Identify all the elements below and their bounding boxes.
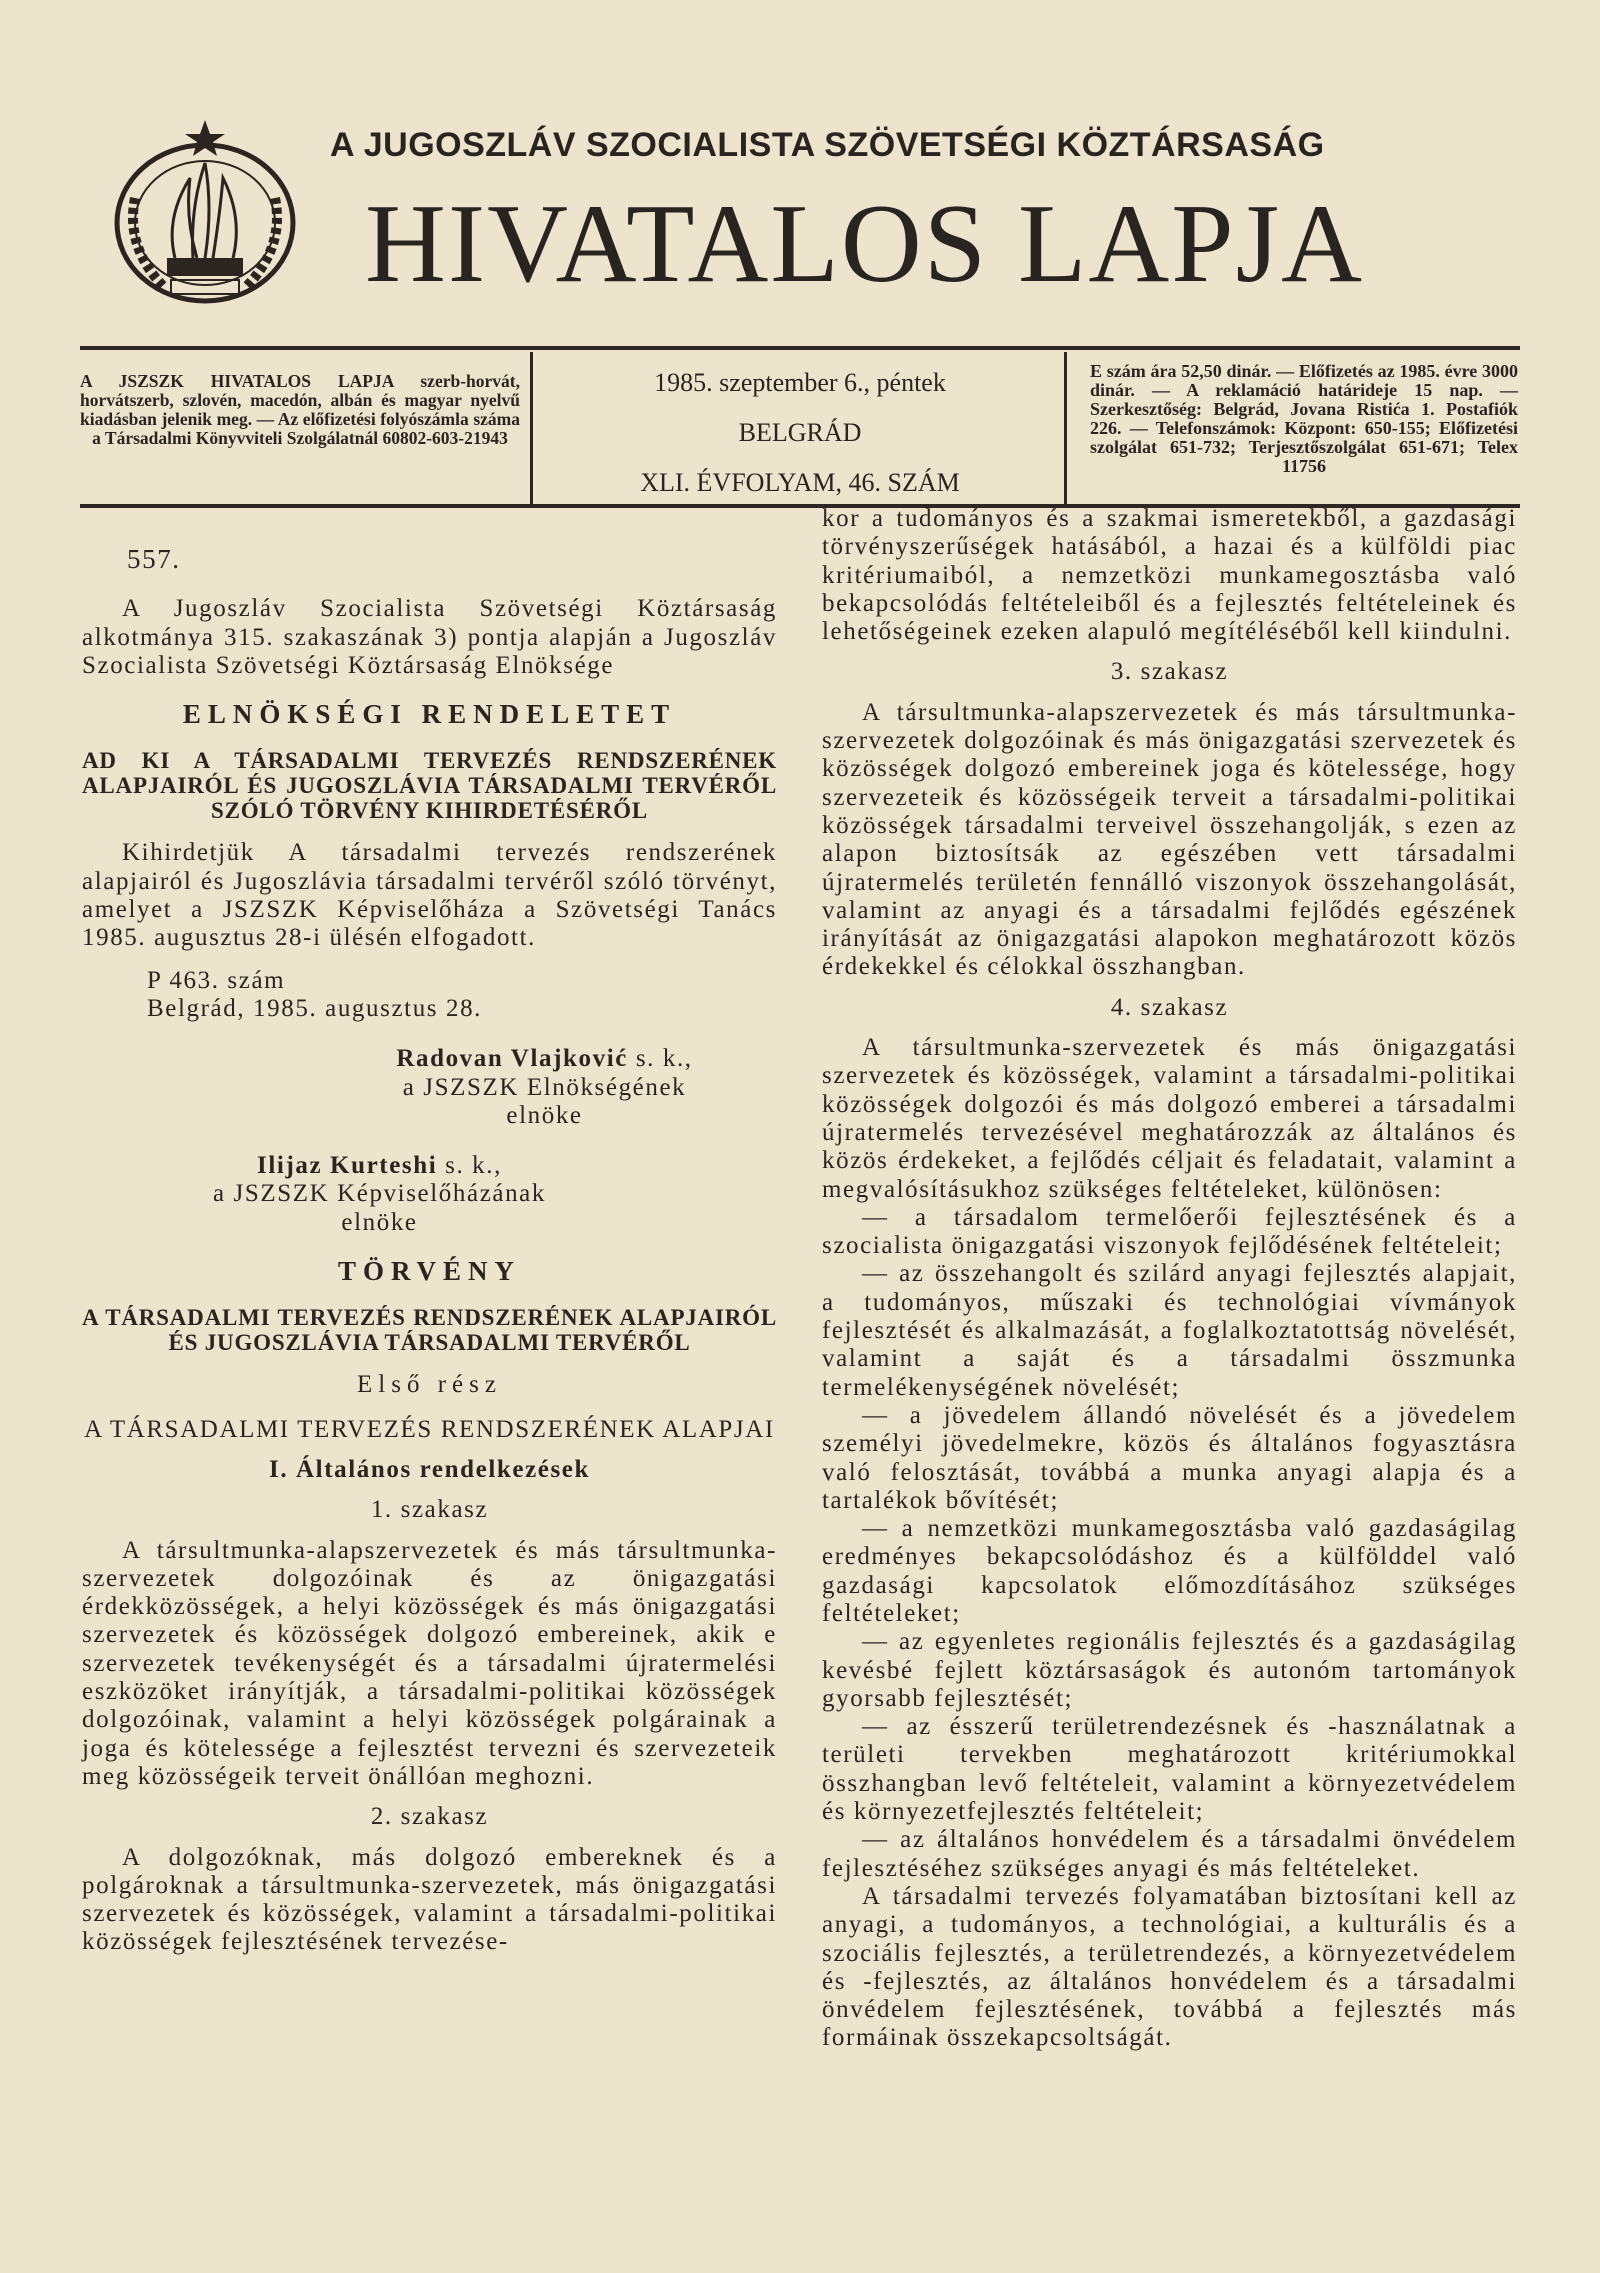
info-divider — [1064, 352, 1067, 504]
issue-number: XLI. ÉVFOLYAM, 46. SZÁM — [640, 468, 960, 497]
paragraph: A társultmunka-alapszervezetek és más társultmunka-szervezetek dolgozóinak és más önigazgatási szervezetek és közösségek dolgozó embereinek joga és kötelessége, hogy szervezeteik és közösségeik terveit a társadalmi-politikai közösségek társadalmi terveivel összehangolják, s ezen az alapon biztosítsák az egészében vett társadalmi újratermelés területén fennálló viszonyok összehangolását, valamint az anyagi és a társadalmi fejlődés egészének irányítását az önigazgatási alapokon meghatározott közös érdekekkel és célokkal összhangban. — [822, 698, 1517, 981]
signatory-role: a JSZSZK Elnökségének — [402, 1073, 687, 1101]
signatory-suffix: s. k., — [627, 1045, 693, 1073]
signature-block — [162, 1152, 597, 1237]
section-heading: TÖRVÉNY — [337, 1256, 522, 1287]
paragraph: — a társadalom termelőerői fejlesztésének és a szocialista önigazgatási viszonyok fejlődésének feltételeit; — [822, 1203, 1517, 1260]
signatory-name — [162, 1152, 597, 1180]
chapter-heading: I. Általános rendelkezések — [269, 1455, 590, 1483]
decree-number: 557. — [127, 544, 181, 574]
signatory-title: elnöke — [341, 1208, 418, 1236]
paragraph: — a nemzetközi munkamegosztásba való gazdaságilag eredményes bekapcsolódáshoz és a külfölddel való gazdasági kapcsolatok előmozdításához szükséges feltételeket; — [822, 1515, 1517, 1627]
law-title: AD KI A TÁRSADALMI TERVEZÉS RENDSZERÉNEK ALAPJAIRÓL ÉS JUGOSZLÁVIA TÁRSADALMI TERVÉRŐL SZÓLÓ TÖRVÉNY KIHIRDETÉSÉRŐL — [82, 748, 777, 824]
paragraph: — az egyenletes regionális fejlesztés és a gazdaságilag kevésbé fejlett köztársaságok és autonóm tartományok gyorsabb fejlesztését; — [822, 1628, 1517, 1712]
masthead-title: HIVATALOS LAPJA — [365, 182, 1365, 306]
paragraph: Kihirdetjük A társadalmi tervezés rendszerének alapjairól és Jugoszlávia társadalmi tervéről szóló törvényt, amelyet a JSZSZK Képviselőháza a Szövetségi Tanács 1985. augusztus 28-i ülésén elfogadott. — [82, 839, 777, 952]
part-heading: Első rész — [357, 1371, 502, 1399]
info-divider — [530, 352, 533, 504]
paragraph: — az ésszerű területrendezésnek és -használatnak a területi tervekben meghatározott kritériumokkal összhangban levő feltételeit, valamint a környezetvédelem és környezetfejlesztés feltételeit; — [822, 1713, 1517, 1826]
left-column — [82, 545, 777, 1957]
reference-line: Belgrád, 1985. augusztus 28. — [147, 994, 483, 1022]
article-heading: 1. szakasz — [370, 1496, 489, 1524]
issue-date: 1985. szeptember 6., péntek — [654, 368, 946, 397]
publication-info: A JSZSZK HIVATALOS LAPJA szerb-horvát, horvátszerb, szlovén, macedón, albán és magyar nyelvű kiadásban jelenik meg. — Az előfizetési folyószámla száma a Társadalmi Könyvviteli Szolgálatnál 60802-603-21943 — [80, 371, 520, 448]
paragraph: A Jugoszláv Szocialista Szövetségi Köztársaság alkotmánya 315. szakaszának 3) pontja alapján a Jugoszláv Szocialista Szövetségi Köztársaság Elnöksége — [82, 595, 777, 679]
paragraph: — a jövedelem állandó növelését és a jövedelem személyi jövedelmekre, közös és általános fogyasztásra való felosztását, továbbá a munka anyagi alapja és a tartalékok bővítését; — [822, 1401, 1517, 1514]
signatory-title: elnöke — [506, 1101, 583, 1129]
header-rule-top — [80, 346, 1520, 350]
masthead-kicker: A JUGOSZLÁV SZOCIALISTA SZÖVETSÉGI KÖZTÁRSASÁG — [330, 126, 1325, 164]
paragraph: A társultmunka-alapszervezetek és más társultmunka-szervezetek dolgozóinak és az önigazgatási érdekközösségek, a helyi közösségek és más önigazgatási szervezetek és közösségek dolgozó embereinek, akik e szervezetek tevékenységét és a társadalmi újratermelési eszközöket irányítják, a társadalmi-politikai közösségek dolgozóinak, valamint a helyi közösségek polgárainak a joga és kötelessége a fejlesztést tervezni és szervezeteik meg közösségeik terveit önállóan meghozni. — [82, 1536, 777, 1790]
article-heading: 2. szakasz — [370, 1803, 489, 1831]
paragraph: — az összehangolt és szilárd anyagi fejlesztés alapjait, a tudományos, műszaki és technológiai vívmányok fejlesztését és alkalmazását, a foglalkoztatottság növelését, valamint a saját és a társadalmi összmunka termelékenységének növelését; — [822, 1260, 1517, 1401]
signature-block — [312, 1045, 777, 1130]
law-title: A TÁRSADALMI TERVEZÉS RENDSZERÉNEK ALAPJAIRÓL ÉS JUGOSZLÁVIA TÁRSADALMI TERVÉRŐL — [82, 1305, 777, 1356]
paragraph: A dolgozóknak, más dolgozó embereknek és a polgároknak a társultmunka-szervezetek, más önigazgatási szervezetek és közösségek, valamint a társadalmi-politikai közösségek fejlesztésének tervezése- — [82, 1843, 777, 1956]
paragraph: A társultmunka-szervezetek és más önigazgatási szervezetek és közösségek, valamint a társadalmi-politikai közösségek dolgozói és más dolgozó emberei a társadalmi újratermelés tervezésével meghatározzák az általános és közös érdekeket, a fejlődés céljait és feladatait, valamint a megvalósításukhoz szükséges feltételeket, különösen: — [822, 1034, 1517, 1203]
signatory-name-text: Radovan Vlajković — [396, 1045, 628, 1073]
article-heading: 4. szakasz — [1110, 993, 1229, 1021]
paragraph: A társadalmi tervezés folyamatában biztosítani kell az anyagi, a tudományos, a technológiai, a kulturális és a szociális fejlesztés, a területrendezés, a környezetvédelem és -fejlesztés, az általános honvédelem és a társadalmi önvédelem fejlesztésének, továbbá a fejlesztés más formáinak összekapcsoltságát. — [822, 1882, 1517, 2052]
section-heading: ELNÖKSÉGI RENDELETET — [182, 699, 677, 730]
paragraph: kor a tudományos és a szakmai ismeretekből, a gazdasági törvényszerűségek hatásából, a hazai és a külföldi piac kritériumaiból, a nemzetközi munkamegosztásba való bekapcsolódás feltételeiből és a fejlesztés feltételeinek és lehetőségeinek ezeken alapuló megítéléséből kell kiindulni. — [822, 505, 1517, 646]
issue-info — [540, 368, 1060, 518]
part-title: A TÁRSADALMI TERVEZÉS RENDSZERÉNEK ALAPJAI — [84, 1415, 775, 1443]
paragraph: — az általános honvédelem és a társadalmi önvédelem fejlesztéséhez szükséges anyagi és más feltételeket. — [822, 1826, 1517, 1882]
state-emblem-icon — [105, 118, 320, 318]
reference-line: P 463. szám — [147, 966, 286, 994]
article-heading: 3. szakasz — [1110, 658, 1229, 686]
signatory-role: a JSZSZK Képviselőházának — [213, 1180, 546, 1208]
signatory-name-text: Ilijaz Kurteshi — [257, 1152, 438, 1180]
right-column — [822, 505, 1517, 2053]
signatory-suffix: s. k., — [437, 1152, 502, 1180]
pricing-contact-info: E szám ára 52,50 dinár. — Előfizetés az 1985. évre 3000 dinár. — A reklamáció határideje 15 nap. — Szerkesztőség: Belgrád, Jovana Ristića 1. Postafiók 226. — Telefonszámok: Központ: 650-155; Előfizetési szolgálat 651-732; Terjesztőszolgálat 651-671; Telex 11756 — [1090, 361, 1518, 476]
issue-city: BELGRÁD — [738, 418, 862, 447]
signatory-name — [312, 1045, 777, 1073]
